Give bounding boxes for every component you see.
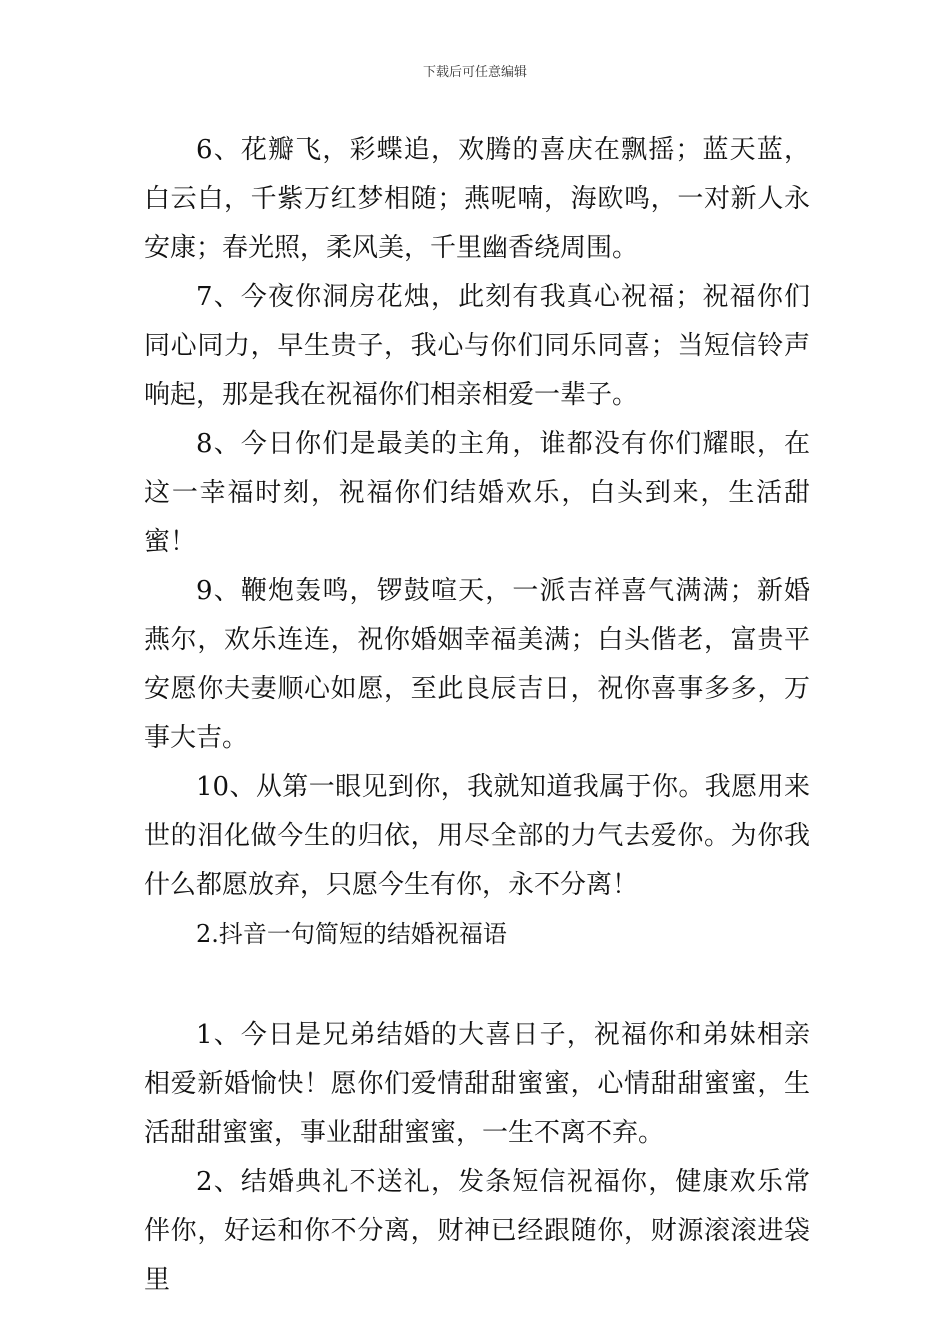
document-body: [144, 126, 810, 1305]
paragraph-6: 6、花瓣飞，彩蝶追，欢腾的喜庆在飘摇；蓝天蓝，白云白，千紫万红梦相随；燕呢喃，海欧鸣，一对新人永安康；春光照，柔风美，千里幽香绕周围。: [144, 135, 810, 263]
paragraph-2: 2、结婚典礼不送礼，发条短信祝福你，健康欢乐常伴你，好运和你不分离，财神已经跟随你，财源滚滚进袋里: [144, 1167, 810, 1295]
paragraph-1: 1、今日是兄弟结婚的大喜日子，祝福你和弟妹相亲相爱新婚愉快！愿你们爱情甜甜蜜蜜，心情甜甜蜜蜜，生活甜甜蜜蜜，事业甜甜蜜蜜，一生不离不弃。: [144, 1020, 810, 1148]
paragraph-9: 9、鞭炮轰鸣，锣鼓喧天，一派吉祥喜气满满；新婚燕尔，欢乐连连，祝你婚姻幸福美满；白头偕老，富贵平安愿你夫妻顺心如愿，至此良辰吉日，祝你喜事多多，万事大吉。: [144, 576, 810, 753]
page-header-note: 下载后可任意编辑: [422, 65, 527, 80]
paragraph-7: 7、今夜你洞房花烛，此刻有我真心祝福；祝福你们同心同力，早生贵子，我心与你们同乐同喜；当短信铃声响起，那是我在祝福你们相亲相爱一辈子。: [144, 282, 810, 410]
section-spacer: [144, 959, 810, 1011]
section-heading: 2.抖音一句简短的结婚祝福语: [196, 920, 507, 948]
paragraph-10: 10、从第一眼见到你，我就知道我属于你。我愿用来世的泪化做今生的归依，用尽全部的力气去爱你。为你我什么都愿放弃，只愿今生有你，永不分离！: [144, 772, 810, 900]
paragraph-8: 8、今日你们是最美的主角，谁都没有你们耀眼，在这一幸福时刻，祝福你们结婚欢乐，白头到来，生活甜蜜！: [144, 429, 810, 557]
